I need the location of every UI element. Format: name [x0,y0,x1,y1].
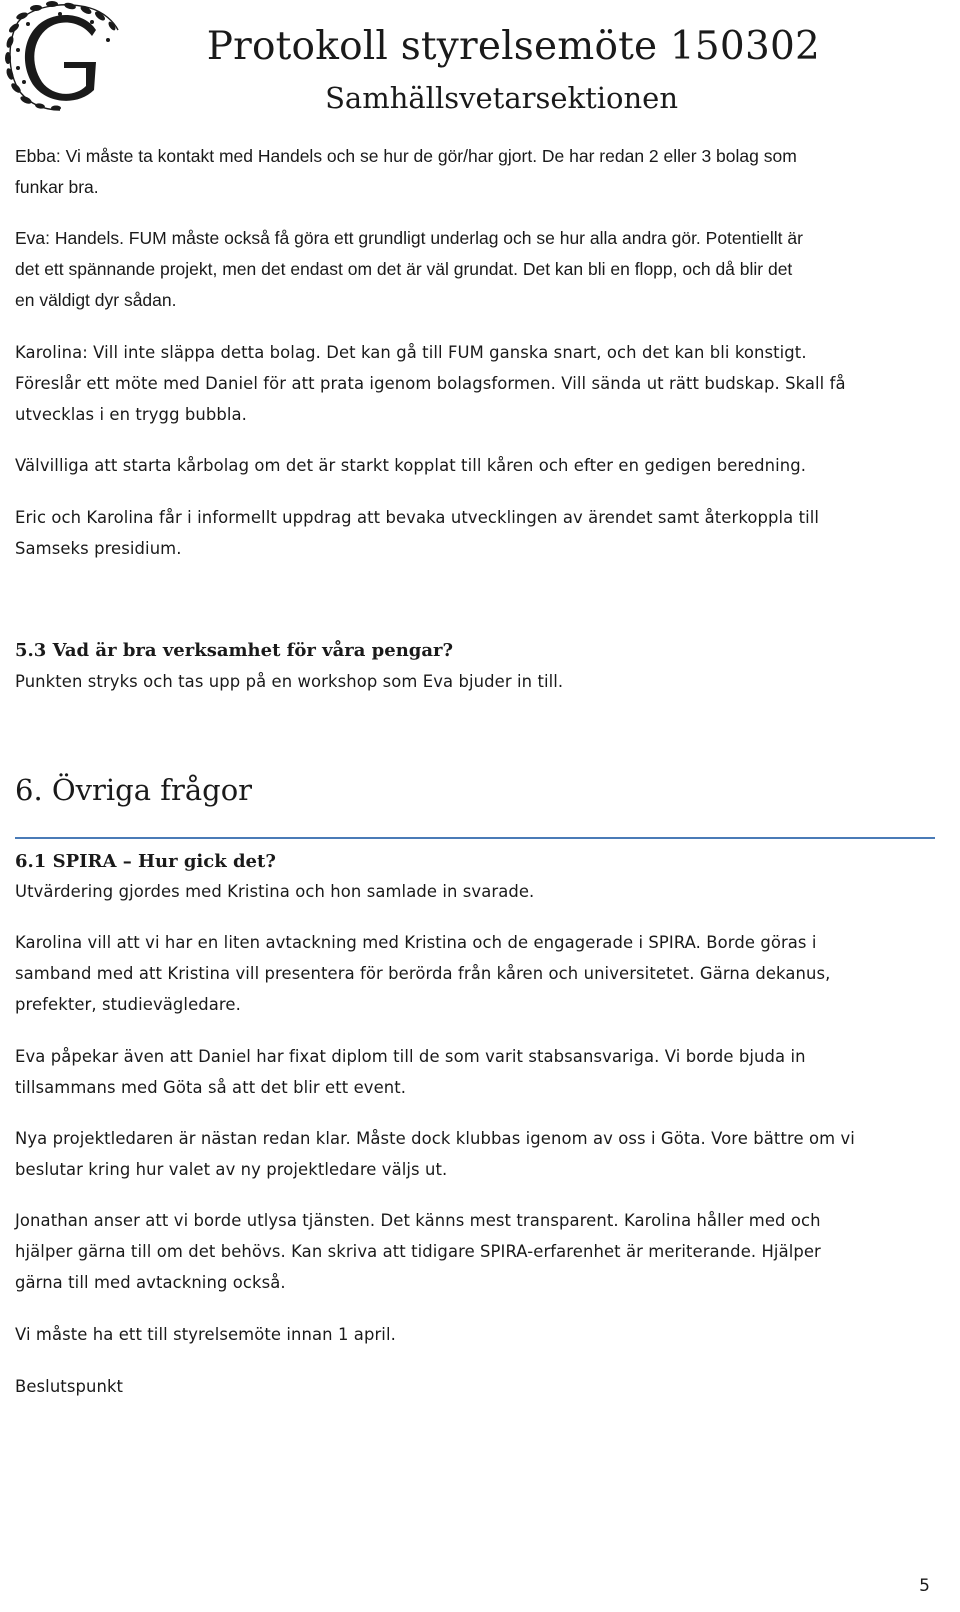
text-line: samband med att Kristina vill presentera för berörda från kåren och universitetet. Gärna dekanus, [15,964,831,983]
text-line: Utvärdering gjordes med Kristina och hon samlade in svarade. [15,882,535,901]
text-line: Beslutspunkt [15,1377,124,1396]
paragraph-valvilliga [15,450,945,481]
text-line: Ebba: Vi måste ta kontakt med Handels och se hur de gör/har gjort. De har redan 2 eller 3 bolag som [15,146,797,166]
paragraph-karolina [15,337,945,430]
text-line: Punkten stryks och tas upp på en workshop som Eva bjuder in till. [15,672,564,691]
paragraph-eva [15,223,945,316]
text-line: hjälper gärna till om det behövs. Kan skriva att tidigare SPIRA-erfarenhet är meriterande. Hjälper [15,1242,821,1261]
text-line: utvecklas i en trygg bubbla. [15,405,247,424]
section-5-3-text [15,666,945,697]
section-6-heading: 6. Övriga frågor [15,773,253,807]
paragraph-utvardering [15,876,945,907]
document-title: Protokoll styrelsemöte 150302 [206,24,820,69]
text-line: Eric och Karolina får i informellt uppdrag att bevaka utvecklingen av ärendet samt återkoppla till [15,508,820,527]
text-line: Karolina: Vill inte släppa detta bolag. Det kan gå till FUM ganska snart, och det kan bli konstigt. [15,343,807,362]
text-line: det ett spännande projekt, men det endast om det är väl grundat. Det kan bli en flopp, och då blir det [15,259,793,279]
heading-rule [15,837,935,839]
document-subtitle: Samhällsvetarsektionen [325,81,678,115]
text-line: Karolina vill att vi har en liten avtackning med Kristina och de engagerade i SPIRA. Borde göras i [15,933,817,952]
text-line: gärna till med avtackning också. [15,1273,286,1292]
text-line: en väldigt dyr sådan. [15,290,177,310]
text-line: Samseks presidium. [15,539,182,558]
text-line: Jonathan anser att vi borde utlysa tjänsten. Det känns mest transparent. Karolina håller med och [15,1211,821,1230]
text-line: prefekter, studievägledare. [15,995,241,1014]
text-line: funkar bra. [15,177,99,197]
paragraph-styrelsemote [15,1319,945,1350]
text-line: Eva påpekar även att Daniel har fixat diplom till de som varit stabsansvariga. Vi borde bjuda in [15,1047,806,1066]
text-line: tillsammans med Göta så att det blir ett event. [15,1078,407,1097]
wreath-g-logo-icon [0,0,128,112]
section-5-3-heading: 5.3 Vad är bra verksamhet för våra pengar? [15,640,454,661]
section-6-1-heading: 6.1 SPIRA – Hur gick det? [15,851,276,872]
paragraph-avtackning [15,927,945,1020]
paragraph-jonathan [15,1205,945,1298]
page-number: 5 [919,1576,930,1596]
paragraph-eric-karolina [15,502,945,564]
text-line: Nya projektledaren är nästan redan klar. Måste dock klubbas igenom av oss i Göta. Vore bättre om vi [15,1129,855,1148]
paragraph-projektledare [15,1123,945,1185]
paragraph-ebba [15,141,945,203]
text-line: Välvilliga att starta kårbolag om det är starkt kopplat till kåren och efter en gedigen beredning. [15,456,807,475]
text-line: Föreslår ett möte med Daniel för att prata igenom bolagsformen. Vill sända ut rätt budskap. Skall få [15,374,846,393]
text-line: beslutar kring hur valet av ny projektledare väljs ut. [15,1160,448,1179]
text-line: Vi måste ha ett till styrelsemöte innan 1 april. [15,1325,396,1344]
paragraph-beslutspunkt [15,1371,945,1402]
paragraph-diplom [15,1041,945,1103]
text-line: Eva: Handels. FUM måste också få göra ett grundligt underlag och se hur alla andra gör. Potentiellt är [15,228,803,248]
